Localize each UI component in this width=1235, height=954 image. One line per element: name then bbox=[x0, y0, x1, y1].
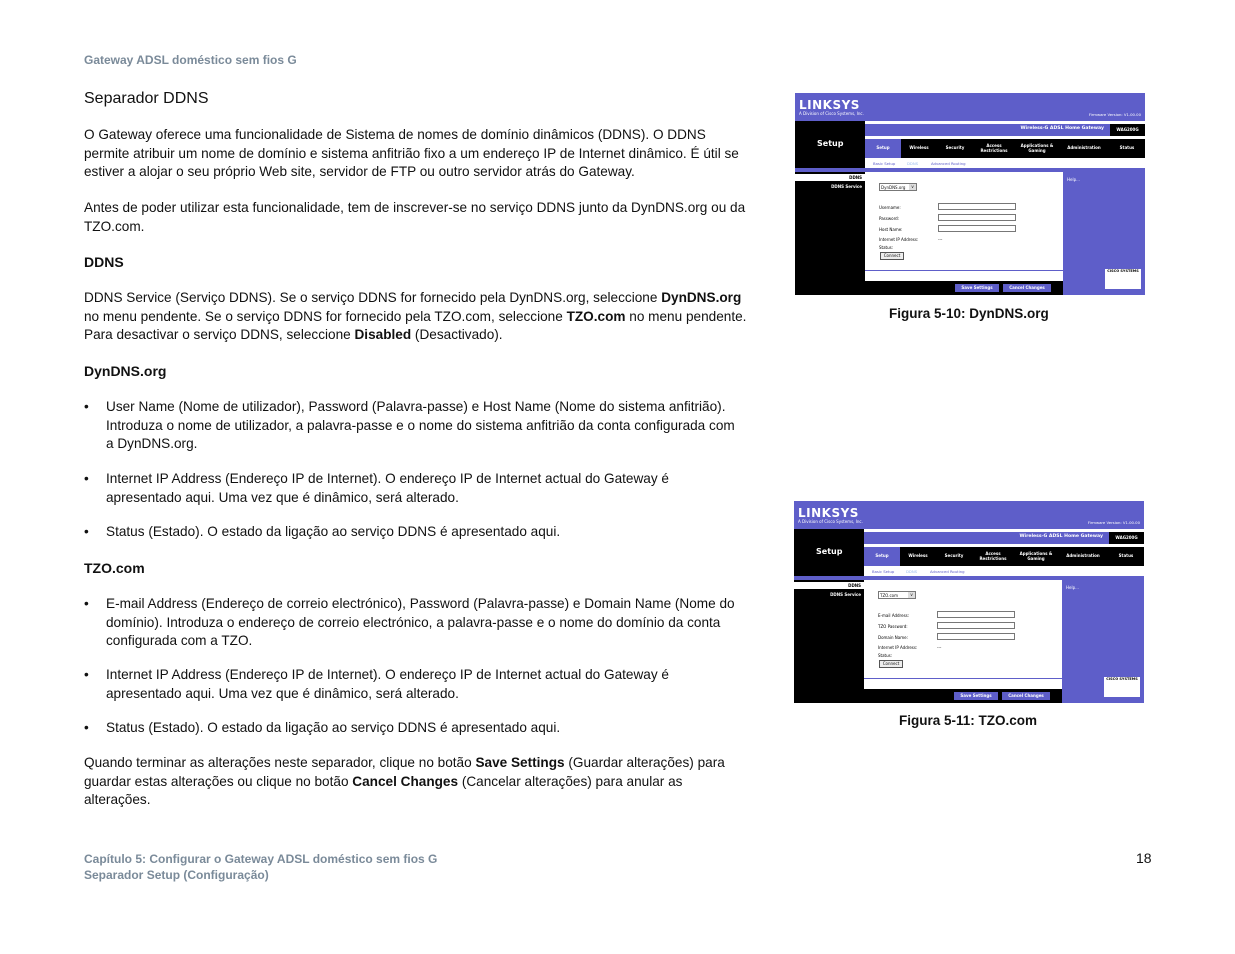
cisco-logo-text: CISCO SYSTEMS bbox=[1106, 677, 1138, 681]
footer-section: Separador Setup (Configuração) bbox=[84, 868, 269, 882]
main-tabs bbox=[864, 547, 1144, 566]
tab-status[interactable]: Status bbox=[1118, 553, 1134, 559]
connect-button[interactable]: Connect bbox=[879, 660, 903, 668]
ddns-text-part: DDNS Service (Serviço DDNS). Se o serviço DDNS for fornecido pela DynDNS.org, seleccione bbox=[84, 290, 662, 305]
tzo-heading: TZO.com bbox=[84, 560, 145, 576]
subtab-ddns[interactable]: DDNS bbox=[907, 161, 919, 166]
section-bar: DDNS bbox=[795, 174, 865, 181]
help-link[interactable]: Help... bbox=[1066, 585, 1079, 590]
tab-status[interactable]: Status bbox=[1119, 145, 1135, 151]
ddns-service-label: DDNS Service bbox=[831, 184, 862, 189]
bullet-icon: • bbox=[84, 399, 89, 414]
model-badge: WAG200G bbox=[1110, 124, 1145, 136]
tab-administration[interactable]: Administration bbox=[1067, 145, 1101, 151]
ddns-text-part: no menu pendente. Para desactivar o serviço DDNS, seleccione bbox=[84, 308, 747, 342]
cisco-logo bbox=[1104, 677, 1140, 697]
subtab-advanced-routing[interactable]: Advanced Routing bbox=[930, 569, 965, 574]
figure-tzo-screenshot bbox=[794, 501, 1144, 703]
domain-name-label: Domain Name: bbox=[878, 635, 908, 640]
cisco-logo bbox=[1105, 269, 1141, 289]
ddns-text-part: no menu pendente. Se o serviço DDNS for fornecido pela TZO.com, seleccione bbox=[84, 308, 567, 324]
bullet-icon: • bbox=[84, 667, 89, 682]
setup-panel bbox=[794, 529, 864, 576]
tab-setup[interactable]: Setup bbox=[864, 547, 900, 566]
bottom-bar bbox=[864, 689, 1062, 703]
section-title: Separador DDNS bbox=[84, 90, 209, 107]
ddns-option-dyndns: DynDNS.org bbox=[661, 290, 742, 305]
ddns-text-part: (Desactivado). bbox=[411, 327, 503, 342]
intro-paragraph-1: O Gateway oferece uma funcionalidade de Sistema de nomes de domínio dinâmicos (DDNS). O DDNS permite atribuir um nome de domínio e sistema anfitrião fixo a um endereço IP de Internet dinâmico. É útil se estiver a alojar o seu próprio Web site, servidor de FTP ou outro servidor atrás do Gateway. bbox=[84, 127, 739, 179]
closing-text-part: (Cancelar alterações) para anular as alterações. bbox=[84, 773, 683, 807]
section-bar: DDNS bbox=[794, 582, 864, 589]
bottom-bar bbox=[865, 281, 1063, 295]
product-bar bbox=[865, 124, 1110, 136]
subtab-ddns[interactable]: DDNS bbox=[906, 569, 918, 574]
divider bbox=[865, 270, 1063, 271]
ddns-service-select[interactable]: DynDNS.org v bbox=[879, 183, 917, 191]
running-header: Gateway ADSL doméstico sem fios G bbox=[84, 53, 297, 67]
internet-ip-value: --- bbox=[937, 645, 942, 650]
list-item-text: Internet IP Address (Endereço IP de Internet). O endereço IP de Internet actual do Gateway é apresentado aqui. Uma vez que é dinâmico, será alterado. bbox=[106, 471, 669, 505]
internet-ip-label: Internet IP Address: bbox=[879, 237, 919, 242]
tab-setup[interactable]: Setup bbox=[865, 139, 901, 158]
tab-access-restrictions[interactable]: Access Restrictions bbox=[979, 550, 1007, 561]
password-label: Password: bbox=[879, 216, 900, 221]
dyndns-heading: DynDNS.org bbox=[84, 363, 167, 379]
figure-caption-dyndns: Figura 5-10: DynDNS.org bbox=[889, 306, 1049, 321]
domain-name-input[interactable] bbox=[937, 633, 1015, 640]
list-item-text: User Name (Nome de utilizador), Password (Palavra-passe) e Host Name (Nome do sistema anfitrião). Introduza o nome de utilizador, a palavra-passe e o nome do sistema anfitrião da conta configurada com a DynDNS.org. bbox=[106, 399, 735, 451]
firmware-version: Firmware Version: V1.00.00 bbox=[1087, 520, 1140, 525]
left-column bbox=[794, 580, 864, 703]
product-name: Wireless-G ADSL Home Gateway bbox=[1019, 534, 1103, 539]
email-label: E-mail Address: bbox=[878, 613, 910, 618]
setup-label: Setup bbox=[816, 547, 843, 556]
ddns-heading: DDNS bbox=[84, 254, 124, 270]
footer bbox=[84, 851, 437, 883]
cancel-changes-button[interactable]: Cancel Changes bbox=[1003, 284, 1051, 292]
password-input[interactable] bbox=[938, 214, 1016, 221]
setup-panel bbox=[795, 121, 865, 168]
status-label: Status: bbox=[878, 653, 893, 658]
ddns-option-tzo: TZO.com bbox=[566, 308, 626, 324]
connect-button[interactable]: Connect bbox=[880, 252, 904, 260]
figure-caption-tzo: Figura 5-11: TZO.com bbox=[899, 713, 1038, 728]
firmware-version: Firmware Version: V1.00.00 bbox=[1088, 112, 1141, 117]
closing-text-part: Quando terminar as alterações neste separador, clique no botão bbox=[84, 755, 476, 770]
bullet-icon: • bbox=[84, 471, 89, 486]
ddns-service-select[interactable]: TZO.com v bbox=[878, 591, 916, 599]
logo-subtitle: A Division of Cisco Systems, Inc. bbox=[799, 111, 864, 116]
tab-applications-gaming[interactable]: Applications & Gaming bbox=[1019, 550, 1053, 561]
tab-administration[interactable]: Administration bbox=[1066, 553, 1100, 559]
ddns-service-label: DDNS Service bbox=[830, 592, 861, 597]
linksys-logo: LINKSYS bbox=[799, 98, 860, 112]
username-label: Username: bbox=[879, 205, 901, 210]
save-settings-button[interactable]: Save Settings bbox=[954, 692, 998, 700]
list-item-text: Status (Estado). O estado da ligação ao serviço DDNS é apresentado aqui. bbox=[106, 524, 561, 539]
cisco-logo-text: CISCO SYSTEMS bbox=[1107, 269, 1139, 273]
page-number: 18 bbox=[1136, 850, 1152, 866]
closing-text-part: (Guardar alterações) para guardar estas alterações ou clique no botão bbox=[84, 755, 725, 789]
tab-security[interactable]: Security bbox=[945, 145, 965, 151]
internet-ip-value: --- bbox=[938, 237, 943, 242]
tab-access-restrictions[interactable]: Access Restrictions bbox=[980, 142, 1008, 153]
tab-applications-gaming[interactable]: Applications & Gaming bbox=[1020, 142, 1054, 153]
help-link[interactable]: Help... bbox=[1067, 177, 1080, 182]
cancel-changes-term: Cancel Changes bbox=[352, 773, 459, 789]
linksys-logo: LINKSYS bbox=[798, 506, 859, 520]
save-settings-button[interactable]: Save Settings bbox=[955, 284, 999, 292]
tzo-password-input[interactable] bbox=[937, 622, 1015, 629]
list-item-text: E-mail Address (Endereço de correio electrónico), Password (Palavra-passe) e Domain Name (Nome do domínio). Introduza o endereço de correio electrónico, a palavra-passe e o nome do domínio da conta configurada com a TZO. bbox=[106, 596, 735, 648]
internet-ip-label: Internet IP Address: bbox=[878, 645, 918, 650]
subtab-advanced-routing[interactable]: Advanced Routing bbox=[931, 161, 966, 166]
product-bar bbox=[864, 532, 1109, 544]
footer-chapter: Capítulo 5: Configurar o Gateway ADSL doméstico sem fios G bbox=[84, 852, 438, 866]
model-badge: WAG200G bbox=[1109, 532, 1144, 544]
subtab-basic-setup[interactable]: Basic Setup bbox=[873, 161, 896, 166]
bullet-icon: • bbox=[84, 596, 89, 611]
status-label: Status: bbox=[879, 245, 894, 250]
host-name-input[interactable] bbox=[938, 225, 1016, 232]
cancel-changes-button[interactable]: Cancel Changes bbox=[1002, 692, 1050, 700]
sub-tabs bbox=[864, 566, 1144, 576]
tzo-password-label: TZO Password: bbox=[878, 624, 908, 629]
ddns-paragraph bbox=[84, 289, 749, 345]
bullet-icon: • bbox=[84, 720, 89, 735]
tab-security[interactable]: Security bbox=[944, 553, 964, 559]
setup-label: Setup bbox=[817, 139, 844, 148]
logo-subtitle: A Division of Cisco Systems, Inc. bbox=[798, 519, 863, 524]
product-name: Wireless-G ADSL Home Gateway bbox=[1020, 126, 1104, 131]
intro-paragraph-2: Antes de poder utilizar esta funcionalidade, tem de inscrever-se no serviço DDNS junto da DynDNS.org ou da TZO.com. bbox=[84, 200, 746, 234]
save-settings-term: Save Settings bbox=[475, 755, 565, 770]
list-item-text: Internet IP Address (Endereço IP de Internet). O endereço IP de Internet actual do Gateway é apresentado aqui. Uma vez que é dinâmico, será alterado. bbox=[106, 667, 669, 701]
sub-tabs bbox=[865, 158, 1145, 168]
tab-wireless[interactable]: Wireless bbox=[909, 145, 929, 151]
tab-wireless[interactable]: Wireless bbox=[908, 553, 928, 559]
bullet-icon: • bbox=[84, 524, 89, 539]
ddns-option-disabled: Disabled bbox=[354, 327, 412, 342]
closing-paragraph bbox=[84, 754, 749, 810]
left-column bbox=[795, 172, 865, 295]
main-tabs bbox=[865, 139, 1145, 158]
list-item-text: Status (Estado). O estado da ligação ao serviço DDNS é apresentado aqui. bbox=[106, 720, 561, 735]
host-name-label: Host Name: bbox=[879, 227, 903, 232]
email-input[interactable] bbox=[937, 611, 1015, 618]
username-input[interactable] bbox=[938, 203, 1016, 210]
subtab-basic-setup[interactable]: Basic Setup bbox=[872, 569, 895, 574]
divider bbox=[864, 678, 1062, 679]
figure-dyndns-screenshot bbox=[795, 93, 1145, 295]
